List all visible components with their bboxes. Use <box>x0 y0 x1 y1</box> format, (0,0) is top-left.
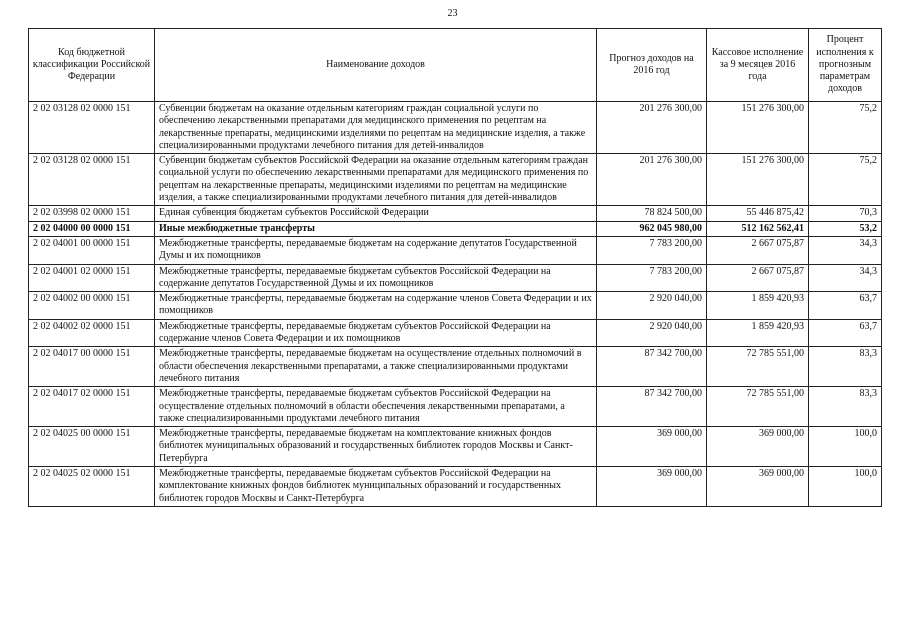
forecast-cell: 2 920 040,00 <box>597 319 707 347</box>
code-cell: 2 02 04001 02 0000 151 <box>29 264 155 292</box>
header-forecast: Прогноз доходов на 2016 год <box>597 29 707 102</box>
code-cell: 2 02 04002 02 0000 151 <box>29 319 155 347</box>
table-row <box>29 319 882 347</box>
header-execution: Кассовое исполнение за 9 месяцев 2016 года <box>707 29 809 102</box>
percent-cell: 75,2 <box>809 102 882 154</box>
name-cell: Межбюджетные трансферты, передаваемые бюджетам на осуществление отдельных полномочий в области обеспечения лекарственными препаратами, а также специализированными продуктами лечебного питания <box>155 347 597 387</box>
execution-cell: 1 859 420,93 <box>707 292 809 320</box>
code-cell: 2 02 04000 00 0000 151 <box>29 221 155 236</box>
execution-cell: 55 446 875,42 <box>707 206 809 221</box>
name-cell: Межбюджетные трансферты, передаваемые бюджетам субъектов Российской Федерации на осуществление отдельных полномочий в области обеспечения лекарственными препаратами, а также специализированными продуктами лечебного питания <box>155 387 597 427</box>
execution-cell: 1 859 420,93 <box>707 319 809 347</box>
code-cell: 2 02 03128 02 0000 151 <box>29 102 155 154</box>
table-row <box>29 467 882 507</box>
table-header-row <box>29 29 882 102</box>
execution-cell: 151 276 300,00 <box>707 154 809 206</box>
execution-cell: 151 276 300,00 <box>707 102 809 154</box>
code-cell: 2 02 03128 02 0000 151 <box>29 154 155 206</box>
percent-cell: 83,3 <box>809 387 882 427</box>
execution-cell: 369 000,00 <box>707 427 809 467</box>
execution-cell: 72 785 551,00 <box>707 387 809 427</box>
table-row <box>29 154 882 206</box>
page-number: 23 <box>447 8 458 19</box>
name-cell: Межбюджетные трансферты, передаваемые бюджетам на содержание членов Совета Федерации и их помощников <box>155 292 597 320</box>
table-row <box>29 427 882 467</box>
forecast-cell: 2 920 040,00 <box>597 292 707 320</box>
header-name: Наименование доходов <box>155 29 597 102</box>
name-cell: Межбюджетные трансферты, передаваемые бюджетам на комплектование книжных фондов библиотек муниципальных образований и государственных библиотек городов Москвы и Санкт-Петербурга <box>155 427 597 467</box>
forecast-cell: 7 783 200,00 <box>597 264 707 292</box>
percent-cell: 100,0 <box>809 427 882 467</box>
forecast-cell: 201 276 300,00 <box>597 154 707 206</box>
forecast-cell: 87 342 700,00 <box>597 387 707 427</box>
table-row <box>29 264 882 292</box>
name-cell: Межбюджетные трансферты, передаваемые бюджетам субъектов Российской Федерации на содержание членов Совета Федерации и их помощников <box>155 319 597 347</box>
name-cell: Единая субвенция бюджетам субъектов Российской Федерации <box>155 206 597 221</box>
forecast-cell: 201 276 300,00 <box>597 102 707 154</box>
forecast-cell: 78 824 500,00 <box>597 206 707 221</box>
table-row <box>29 236 882 264</box>
code-cell: 2 02 04001 00 0000 151 <box>29 236 155 264</box>
table-row <box>29 221 882 236</box>
table-row <box>29 292 882 320</box>
code-cell: 2 02 04017 02 0000 151 <box>29 387 155 427</box>
table-body <box>29 102 882 507</box>
execution-cell: 369 000,00 <box>707 467 809 507</box>
name-cell: Межбюджетные трансферты, передаваемые бюджетам на содержание депутатов Государственной Думы и их помощников <box>155 236 597 264</box>
name-cell: Субвенции бюджетам субъектов Российской Федерации на оказание отдельным категориям граждан социальной услуги по обеспечению лекарственными препаратами для медицинского применения по рецептам на лекарственные препараты, медицинскими изделиями по рецептам на медицинские изделия, а также специализированными продуктами лечебного питания для детей-инвалидов <box>155 154 597 206</box>
table-row <box>29 387 882 427</box>
forecast-cell: 369 000,00 <box>597 427 707 467</box>
header-percent: Процент исполнения к прогнозным параметрам доходов <box>809 29 882 102</box>
percent-cell: 34,3 <box>809 264 882 292</box>
execution-cell: 72 785 551,00 <box>707 347 809 387</box>
percent-cell: 75,2 <box>809 154 882 206</box>
forecast-cell: 369 000,00 <box>597 467 707 507</box>
percent-cell: 34,3 <box>809 236 882 264</box>
percent-cell: 53,2 <box>809 221 882 236</box>
table-row <box>29 347 882 387</box>
code-cell: 2 02 04017 00 0000 151 <box>29 347 155 387</box>
code-cell: 2 02 04025 00 0000 151 <box>29 427 155 467</box>
execution-cell: 512 162 562,41 <box>707 221 809 236</box>
percent-cell: 83,3 <box>809 347 882 387</box>
forecast-cell: 962 045 980,00 <box>597 221 707 236</box>
percent-cell: 70,3 <box>809 206 882 221</box>
execution-cell: 2 667 075,87 <box>707 236 809 264</box>
code-cell: 2 02 04002 00 0000 151 <box>29 292 155 320</box>
name-cell: Субвенции бюджетам на оказание отдельным категориям граждан социальной услуги по обеспечению лекарственными препаратами для медицинского применения по рецептам на лекарственные препараты, медицинскими изделиями по рецептам на медицинские изделия, а также специализированными продуктами лечебного питания для детей-инвалидов <box>155 102 597 154</box>
name-cell: Межбюджетные трансферты, передаваемые бюджетам субъектов Российской Федерации на комплектование книжных фондов библиотек муниципальных образований и государственных библиотек городов Москвы и Санкт-Петербурга <box>155 467 597 507</box>
forecast-cell: 7 783 200,00 <box>597 236 707 264</box>
table-row <box>29 206 882 221</box>
name-cell: Иные межбюджетные трансферты <box>155 221 597 236</box>
execution-cell: 2 667 075,87 <box>707 264 809 292</box>
forecast-cell: 87 342 700,00 <box>597 347 707 387</box>
code-cell: 2 02 04025 02 0000 151 <box>29 467 155 507</box>
percent-cell: 63,7 <box>809 292 882 320</box>
table-row <box>29 102 882 154</box>
percent-cell: 100,0 <box>809 467 882 507</box>
revenue-table <box>28 28 882 507</box>
name-cell: Межбюджетные трансферты, передаваемые бюджетам субъектов Российской Федерации на содержание депутатов Государственной Думы и их помощников <box>155 264 597 292</box>
code-cell: 2 02 03998 02 0000 151 <box>29 206 155 221</box>
percent-cell: 63,7 <box>809 319 882 347</box>
header-code: Код бюджетной классификации Российской Федерации <box>29 29 155 102</box>
